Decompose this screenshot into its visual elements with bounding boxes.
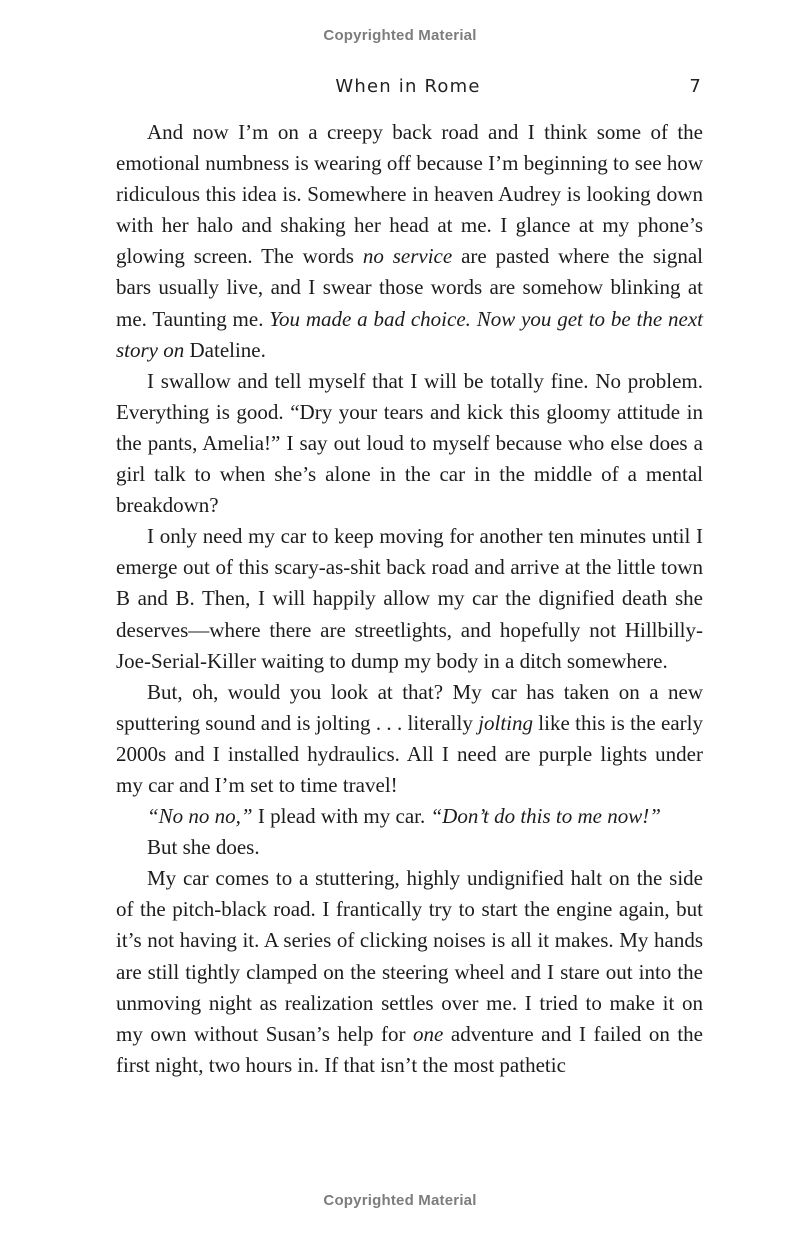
text-segment: I plead with my car. — [252, 804, 431, 829]
text-segment: I swallow and tell myself that I will be totally fine. No problem. Everything is good. “Dry your tears and kick this gloomy attitude in the pants, Amelia!” I say out loud to myself because who else does a girl talk to when she’s alone in the car in the middle of a mental breakdown? — [116, 368, 703, 518]
paragraph — [116, 863, 703, 1081]
paragraph — [116, 677, 703, 801]
italic-segment: jolting — [478, 710, 533, 735]
text-segment: My car comes to a stuttering, highly undignified halt on the side of the pitch-black road. I frantically try to start the engine again, but it’s not having it. A series of clicking noises is all it makes. My hands are still tightly clamped on the steering wheel and I stare out into the unmoving night as realization settles over me. I tried to make it on my own without Susan’s help for — [116, 866, 703, 1046]
italic-segment: one — [413, 1021, 444, 1046]
copyright-watermark-bottom: Copyrighted Material — [323, 1192, 477, 1209]
italic-segment: “No no no,” — [147, 804, 253, 829]
text-segment: But, oh, would you look at that? My car has taken on a new sputtering sound and is jolting . . . literally — [116, 679, 703, 735]
text-segment: like this is the early 2000s and I installed hydraulics. All I need are purple lights under my car and I’m set to time travel! — [116, 710, 703, 797]
paragraph — [116, 521, 703, 676]
text-segment: And now I’m on a creepy back road and I think some of the emotional numbness is wearing off because I’m beginning to see how ridiculous this idea is. Somewhere in heaven Audrey is looking down with her halo and shaking her head at me. I glance at my phone’s glowing screen. The words — [116, 120, 703, 269]
text-segment: are pasted where the signal bars usually live, and I swear those words are somehow blinking at me. Taunting me. — [116, 244, 703, 331]
copyright-watermark-top: Copyrighted Material — [323, 27, 477, 44]
text-segment: But she does. — [147, 835, 260, 860]
page-number: 7 — [689, 76, 702, 97]
paragraph — [116, 117, 703, 366]
text-segment: Dateline. — [184, 337, 266, 362]
text-segment: adventure and I failed on the first night, two hours in. If that isn’t the most pathetic — [116, 1021, 703, 1077]
paragraph — [116, 366, 703, 521]
paragraph — [116, 832, 703, 863]
body-text — [116, 117, 703, 1081]
text-segment: I only need my car to keep moving for another ten minutes until I emerge out of this scary-as-shit back road and arrive at the little town B and B. Then, I will happily allow my car the dignified death she deserves—where there are streetlights, and hopefully not Hillbilly-Joe-Serial-Killer waiting to dump my body in a ditch somewhere. — [116, 524, 703, 673]
italic-segment: “Don’t do this to me now!” — [430, 804, 661, 829]
italic-segment: You made a bad choice. Now you get to be the next story on — [116, 306, 703, 362]
running-header — [0, 76, 800, 102]
paragraph — [116, 801, 703, 832]
italic-segment: no service — [362, 244, 453, 269]
running-title: When in Rome — [335, 76, 481, 97]
